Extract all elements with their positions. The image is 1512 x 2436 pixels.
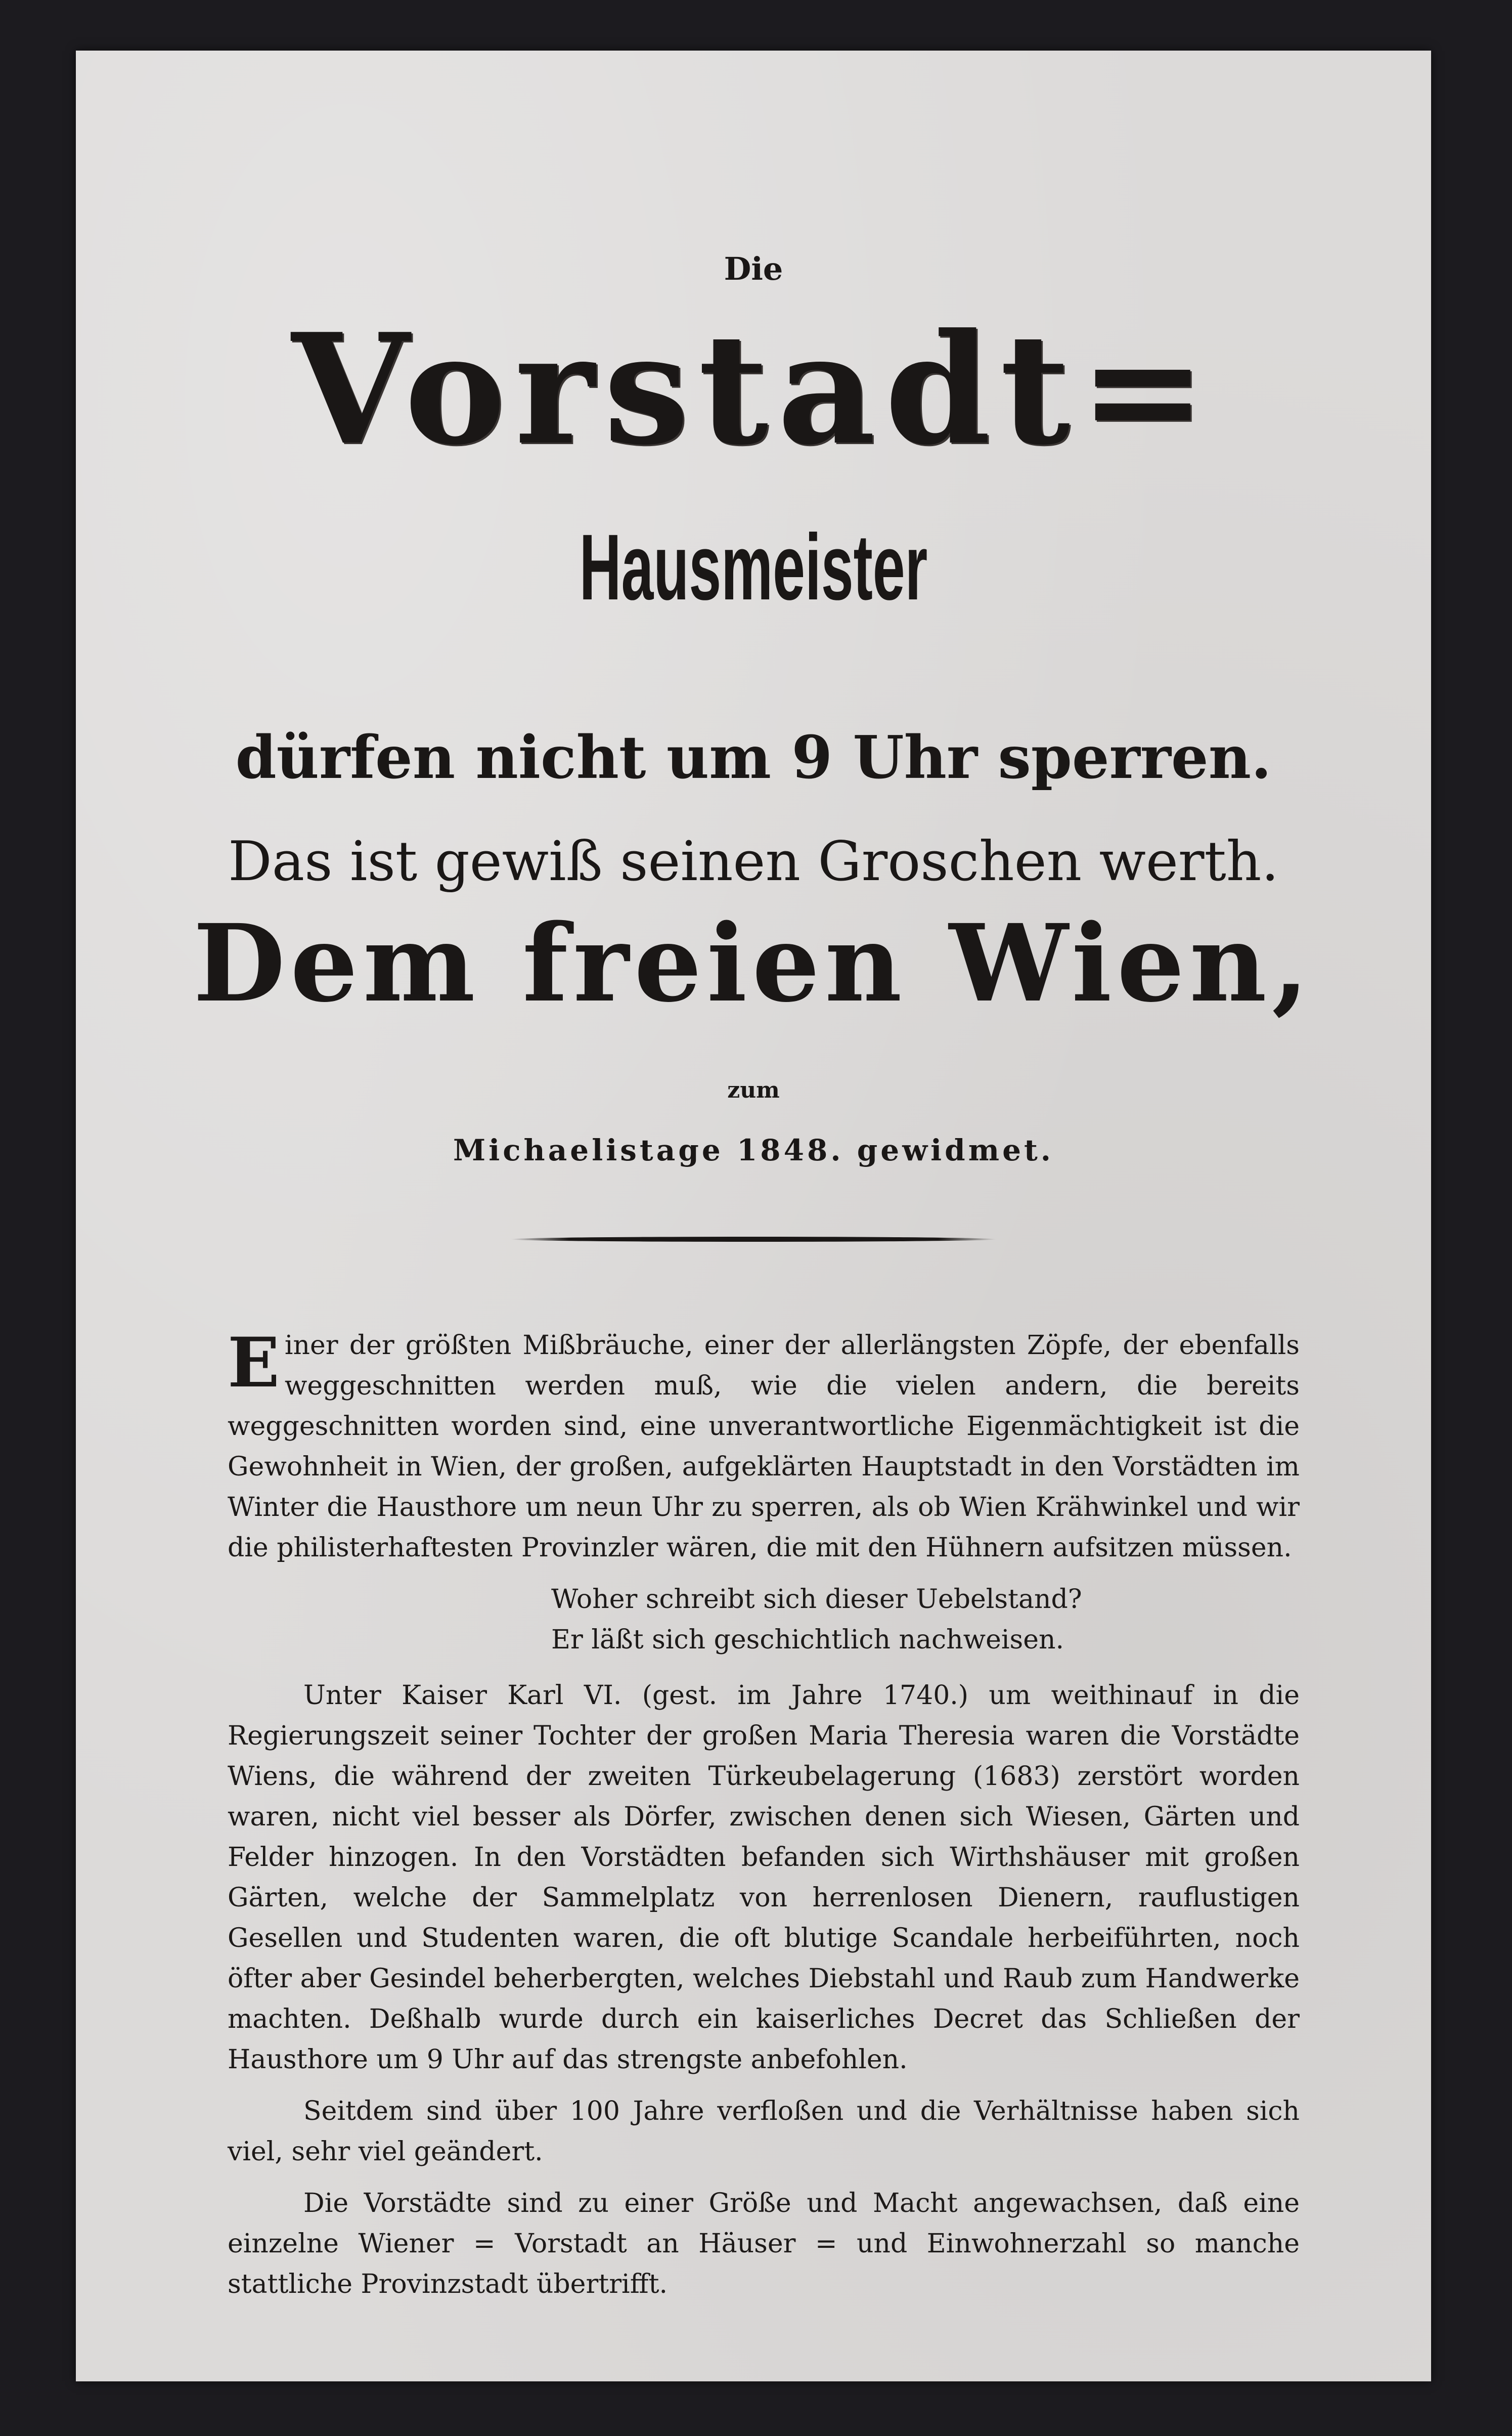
- question-line-1: Woher schreibt sich dieser Uebelstand?: [551, 1584, 1082, 1615]
- question-block: [228, 1579, 1300, 1660]
- paragraph-3: Seitdem sind über 100 Jahre verfloßen und die Verhältnisse haben sich viel, sehr viel geändert.: [228, 2096, 1300, 2167]
- kicker-text: Die: [724, 250, 783, 287]
- question-line-2: Er läßt sich geschichtlich nachweisen.: [551, 1625, 1064, 1655]
- paragraph-2: Unter Kaiser Karl VI. (gest. im Jahre 1740.) um weithinauf in die Regierungszeit seiner Tochter der großen Maria Theresia waren die Vorstädte Wiens, die während der zweiten Türkeubelagerung (1683) zerstört worden waren, nicht viel besser als Dörfer, zwischen denen sich Wiesen, Gärten und Felder hinzogen. In den Vorstädten befanden sich Wirthshäuser mit großen Gärten, welche der Sammelplatz von herrenlosen Dienern, rauflustigen Gesellen und Studenten waren, die oft blutige Scandale herbeiführten, noch öfter aber Gesindel beherbergten, welches Diebstahl und Raub zum Handwerke machten. Deßhalb wurde durch ein kaiserliches Decret das Schließen der Hausthore um 9 Uhr auf das strengste anbefohlen.: [228, 1680, 1300, 2075]
- zum-text: zum: [727, 1077, 780, 1103]
- headline-line-2: Das ist gewiß seinen Groschen werth.: [228, 830, 1279, 893]
- decorative-rule: [511, 1237, 996, 1242]
- paragraph-4: Die Vorstädte sind zu einer Größe und Macht angewachsen, daß eine einzelne Wiener = Vorstadt an Häuser = und Einwohnerzahl so manche stattliche Provinzstadt übertrifft.: [228, 2188, 1300, 2299]
- broadsheet-page: [76, 51, 1431, 2381]
- page-title: Vorstadt=: [291, 300, 1216, 478]
- body-text: [228, 1322, 1300, 2316]
- dedication-line: Michaelistage 1848. gewidmet.: [453, 1133, 1054, 1167]
- paragraph-1: Einer der größten Mißbräuche, einer der allerlängsten Zöpfe, der ebenfalls weggeschnitten werden muß, wie die vielen andern, die bereits weggeschnitten worden sind, eine unverantwortliche Eigenmächtigkeit ist die Gewohnheit in Wien, der großen, aufgeklärten Hauptstadt in den Vorstädten im Winter die Hausthore um neun Uhr zu sperren, als ob Wien Krähwinkel und wir die philisterhaftesten Provinzler wären, die mit den Hühnern aufsitzen müssen.: [228, 1322, 1300, 1563]
- headline-line-3: Dem freien Wien,: [193, 901, 1314, 1026]
- page-subtitle: Hausmeister: [579, 515, 928, 620]
- headline-line-1: dürfen nicht um 9 Uhr sperren.: [235, 723, 1272, 792]
